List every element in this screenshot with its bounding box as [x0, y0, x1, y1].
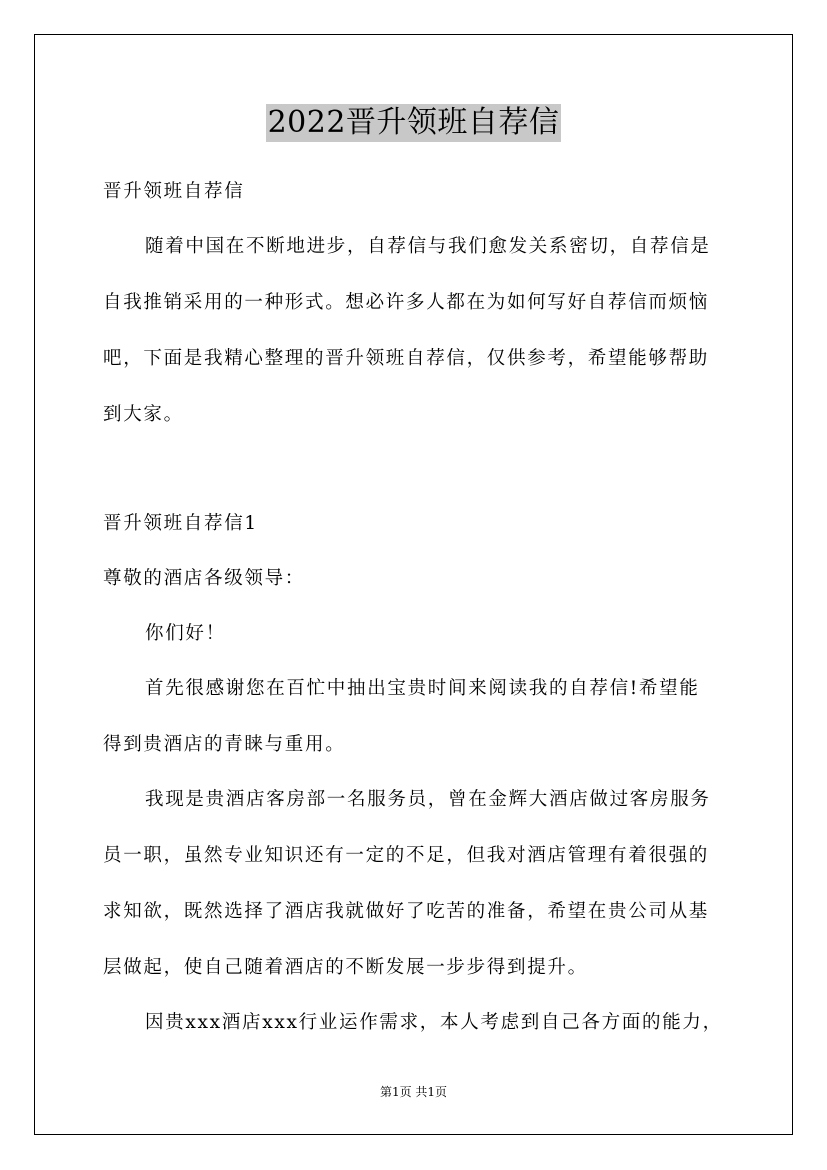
paragraph-line: 我现是贵酒店客房部一名服务员，曾在金辉大酒店做过客房服务	[145, 789, 711, 810]
document-body	[103, 174, 731, 1041]
paragraph-line: 首先很感谢您在百忙中抽出宝贵时间来阅读我的自荐信!希望能	[145, 678, 700, 699]
paragraph-line: 求知欲，既然选择了酒店我就做好了吃苦的准备，希望在贵公司从基	[103, 901, 710, 922]
paragraph-line: 到大家。	[103, 404, 184, 425]
doc-subtitle: 晋升领班自荐信	[103, 181, 245, 202]
paragraph-line: 因贵xxx酒店xxx行业运作需求，本人考虑到自己各方面的能力，	[145, 1012, 723, 1033]
paragraph-line: 自我推销采用的一种形式。想必许多人都在为如何写好自荐信而烦恼	[103, 292, 710, 313]
document-title: 2022晋升领班自荐信	[267, 105, 560, 140]
intro-paragraph	[103, 229, 731, 433]
section-heading: 晋升领班自荐信1	[103, 513, 258, 534]
paragraph-line: 得到贵酒店的青睐与重用。	[103, 734, 346, 755]
paragraph-line: 随着中国在不断地进步，自荐信与我们愈发关系密切，自荐信是	[145, 236, 711, 257]
paragraph-3	[103, 1005, 731, 1041]
paragraph-1	[103, 671, 731, 763]
page-footer: 第1页 共1页	[379, 1085, 448, 1099]
title-wrap	[0, 104, 827, 142]
paragraph-2	[103, 782, 731, 986]
salutation: 尊敬的酒店各级领导：	[103, 568, 306, 589]
paragraph-line: 吧，下面是我精心整理的晋升领班自荐信，仅供参考，希望能够帮助	[103, 348, 710, 369]
greeting: 你们好！	[145, 623, 226, 644]
paragraph-line: 员一职，虽然专业知识还有一定的不足，但我对酒店管理有着很强的	[103, 845, 710, 866]
paragraph-line: 层做起，使自己随着酒店的不断发展一步步得到提升。	[103, 957, 588, 978]
